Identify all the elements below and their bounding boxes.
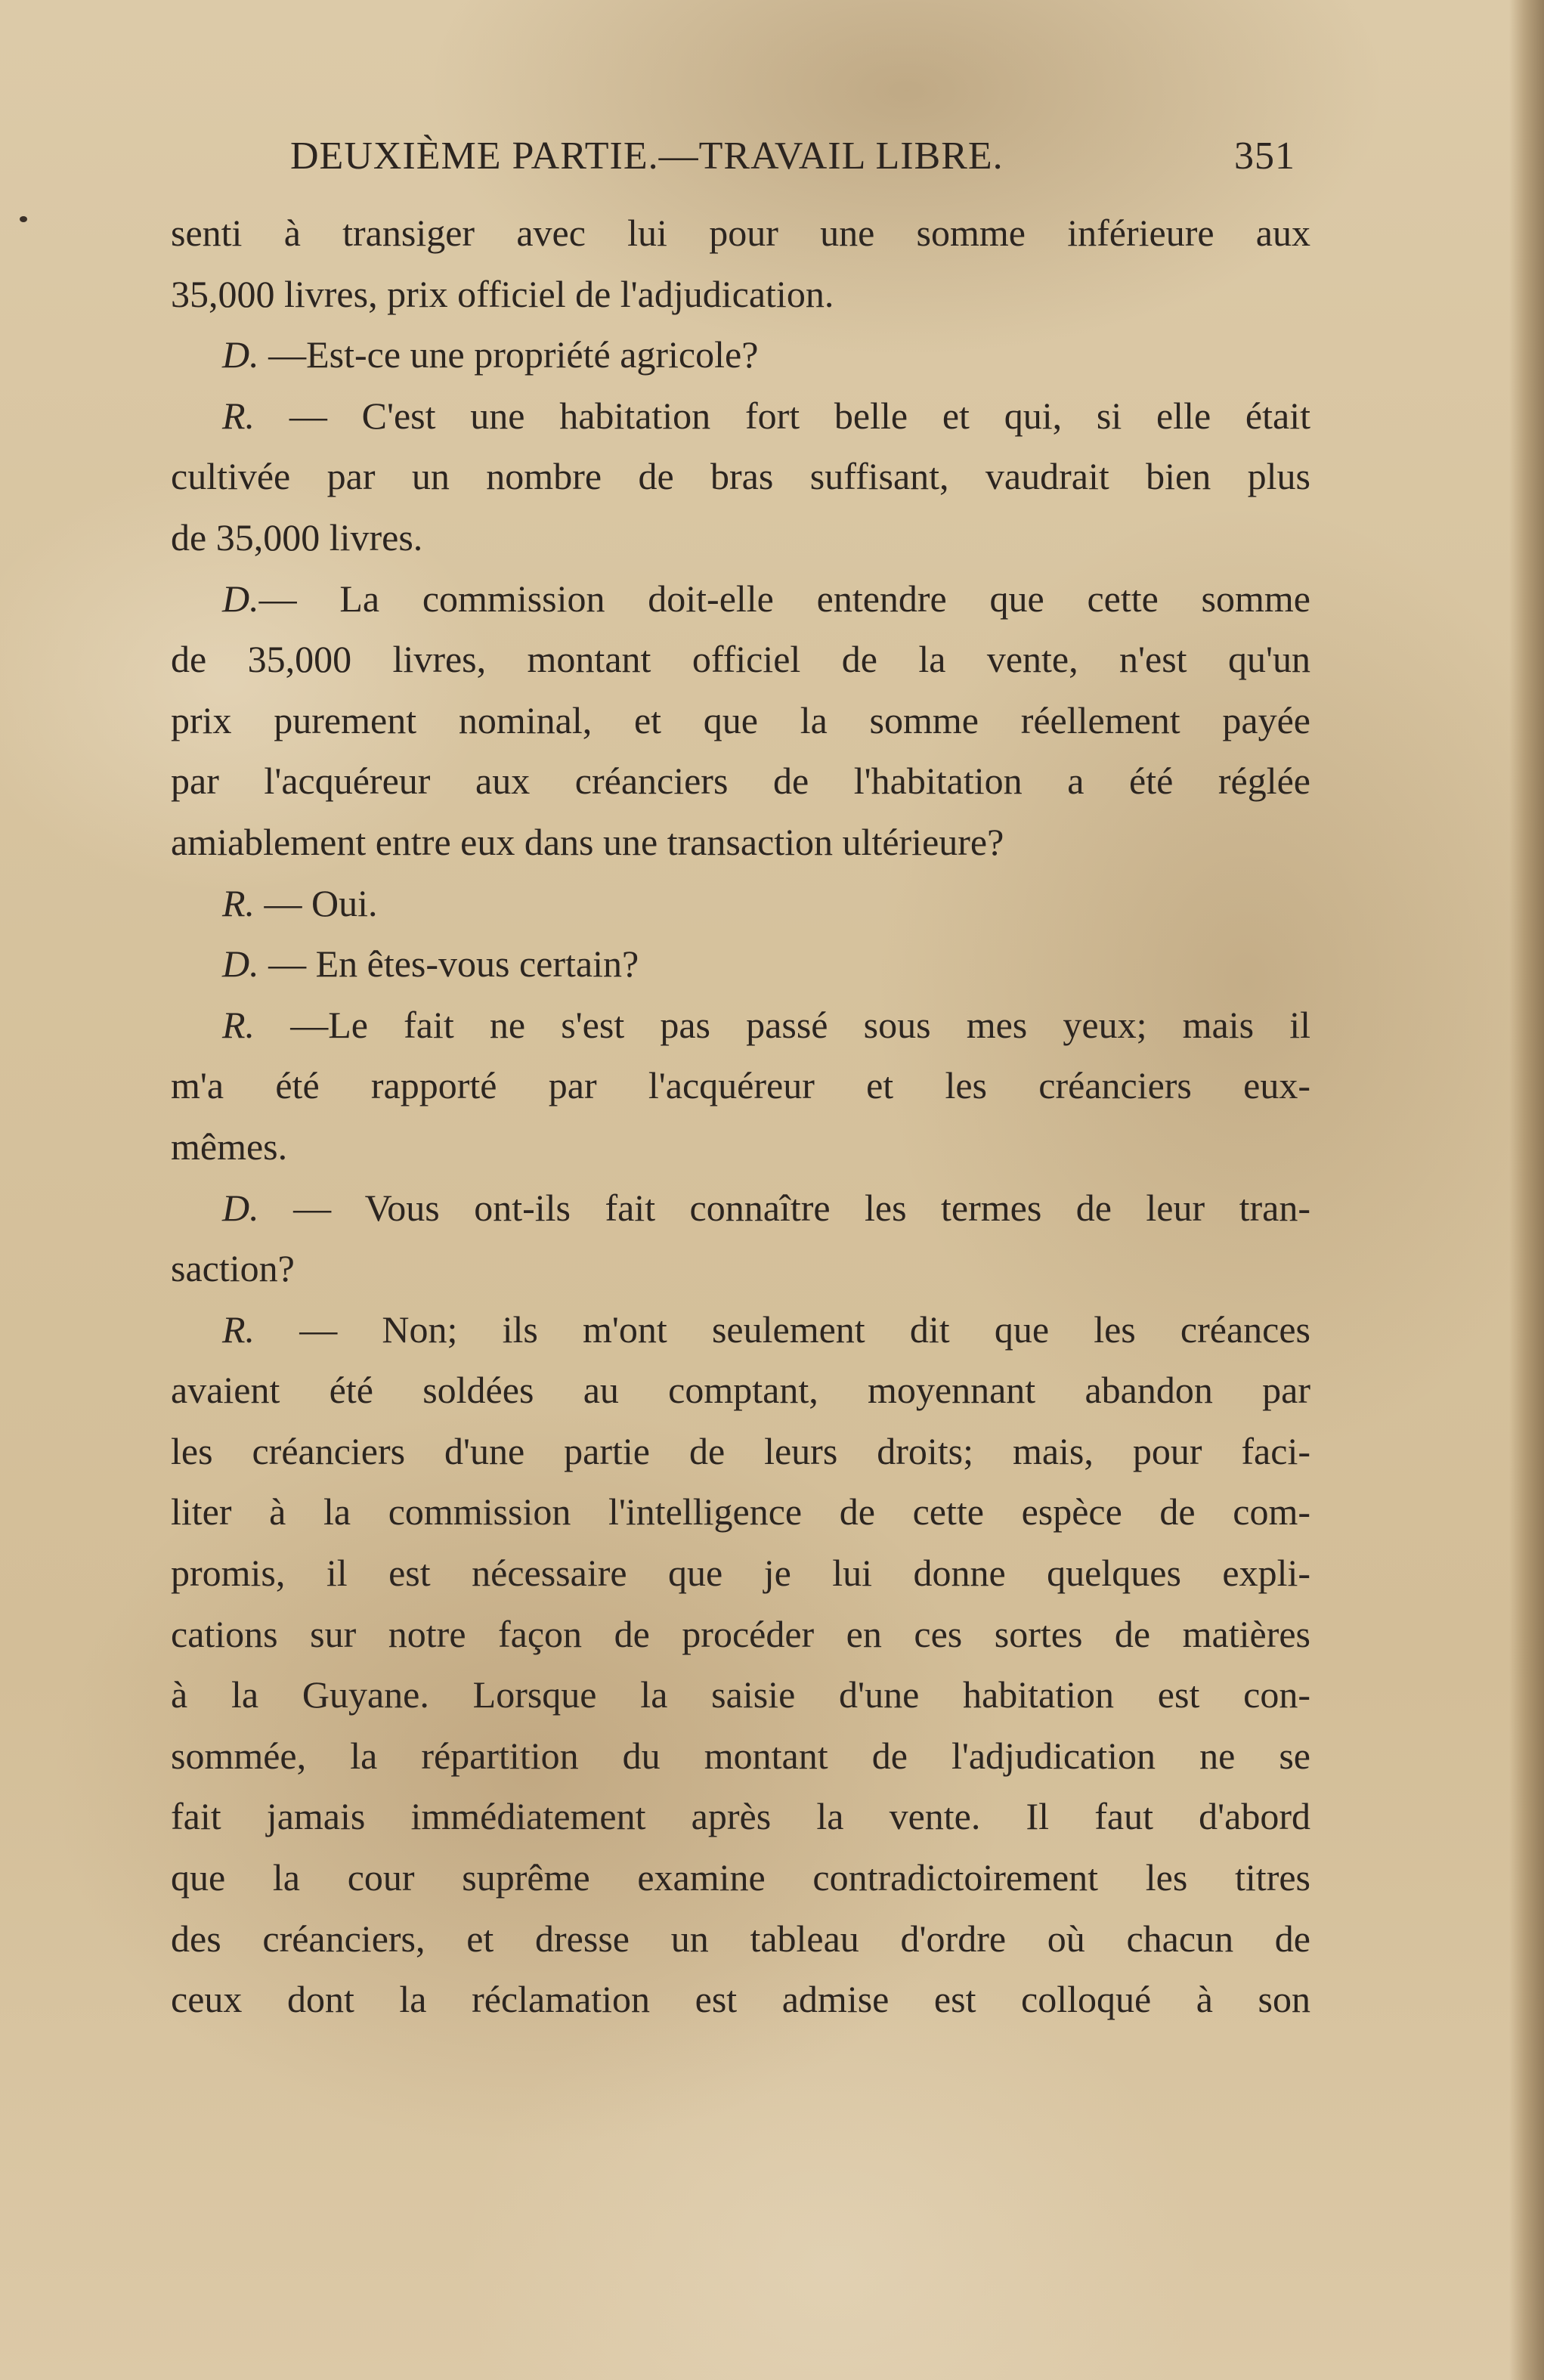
dialogue-line: D. — En êtes-vous certain? (222, 942, 639, 986)
text-line: des créanciers, et dresse un tableau d'ordre où chacun de (171, 1917, 1310, 1960)
page-number: 351 (1234, 135, 1295, 178)
text-line: fait jamais immédiatement après la vente. Il faut d'abord (171, 1795, 1310, 1838)
text-line: que la cour suprême examine contradictoirement les titres (171, 1856, 1310, 1899)
text-line: avaient été soldées au comptant, moyennant abandon par (171, 1369, 1310, 1412)
speaker-label: R. (222, 394, 255, 437)
body-text (171, 203, 1310, 2030)
text-line: à la Guyane. Lorsque la saisie d'une habitation est con- (171, 1673, 1310, 1716)
speaker-label: D. (222, 942, 259, 986)
text-line: ceux dont la réclamation est admise est colloqué à son (171, 1978, 1310, 2021)
margin-ink-spot (20, 216, 27, 222)
dialogue-line: R. —Le fait ne s'est pas passé sous mes yeux; mais il (222, 1003, 1310, 1046)
speaker-label: R. (222, 881, 255, 924)
page-edge-shadow (1509, 0, 1544, 2380)
text-line: de 35,000 livres. (171, 515, 423, 559)
dialogue-line: R. — Non; ils m'ont seulement dit que les créances (222, 1308, 1310, 1351)
text-line: par l'acquéreur aux créanciers de l'habitation a été réglée (171, 760, 1310, 803)
text-line: les créanciers d'une partie de leurs droits; mais, pour faci- (171, 1429, 1310, 1472)
speaker-label: D. (222, 577, 259, 620)
speaker-label: R. (222, 1308, 255, 1351)
text-line: amiablement entre eux dans une transaction ultérieure? (171, 820, 1004, 863)
text-line: prix purement nominal, et que la somme réellement payée (171, 698, 1310, 741)
speaker-label: D. (222, 333, 259, 376)
dialogue-line: D.— La commission doit-elle entendre que cette somme (222, 577, 1310, 620)
running-title: DEUXIÈME PARTIE.—TRAVAIL LIBRE. (290, 135, 1004, 178)
text-line: promis, il est nécessaire que je lui donne quelques expli- (171, 1552, 1310, 1595)
text-line: sommée, la répartition du montant de l'adjudication ne se (171, 1734, 1310, 1777)
text-line: liter à la commission l'intelligence de cette espèce de com- (171, 1490, 1310, 1534)
dialogue-line: D. — Vous ont-ils fait connaître les termes de leur tran- (222, 1186, 1310, 1229)
text-line: saction? (171, 1247, 295, 1290)
text-line: 35,000 livres, prix officiel de l'adjudication. (171, 272, 834, 315)
text-line: mêmes. (171, 1125, 288, 1168)
text-line: cultivée par un nombre de bras suffisant, vaudrait bien plus (171, 455, 1310, 498)
text-line: de 35,000 livres, montant officiel de la vente, n'est qu'un (171, 638, 1310, 681)
text-line: cations sur notre façon de procéder en ces sortes de matières (171, 1612, 1310, 1655)
dialogue-line: R. — C'est une habitation fort belle et qui, si elle était (222, 394, 1310, 437)
text-line: m'a été rapporté par l'acquéreur et les créanciers eux- (171, 1064, 1310, 1107)
text-line: senti à transiger avec lui pour une somme inférieure aux (171, 212, 1310, 254)
speaker-label: D. (222, 1186, 259, 1229)
dialogue-line: D. —Est-ce une propriété agricole? (222, 333, 759, 376)
running-header (290, 130, 1295, 183)
speaker-label: R. (222, 1003, 255, 1046)
dialogue-line: R. — Oui. (222, 881, 378, 924)
